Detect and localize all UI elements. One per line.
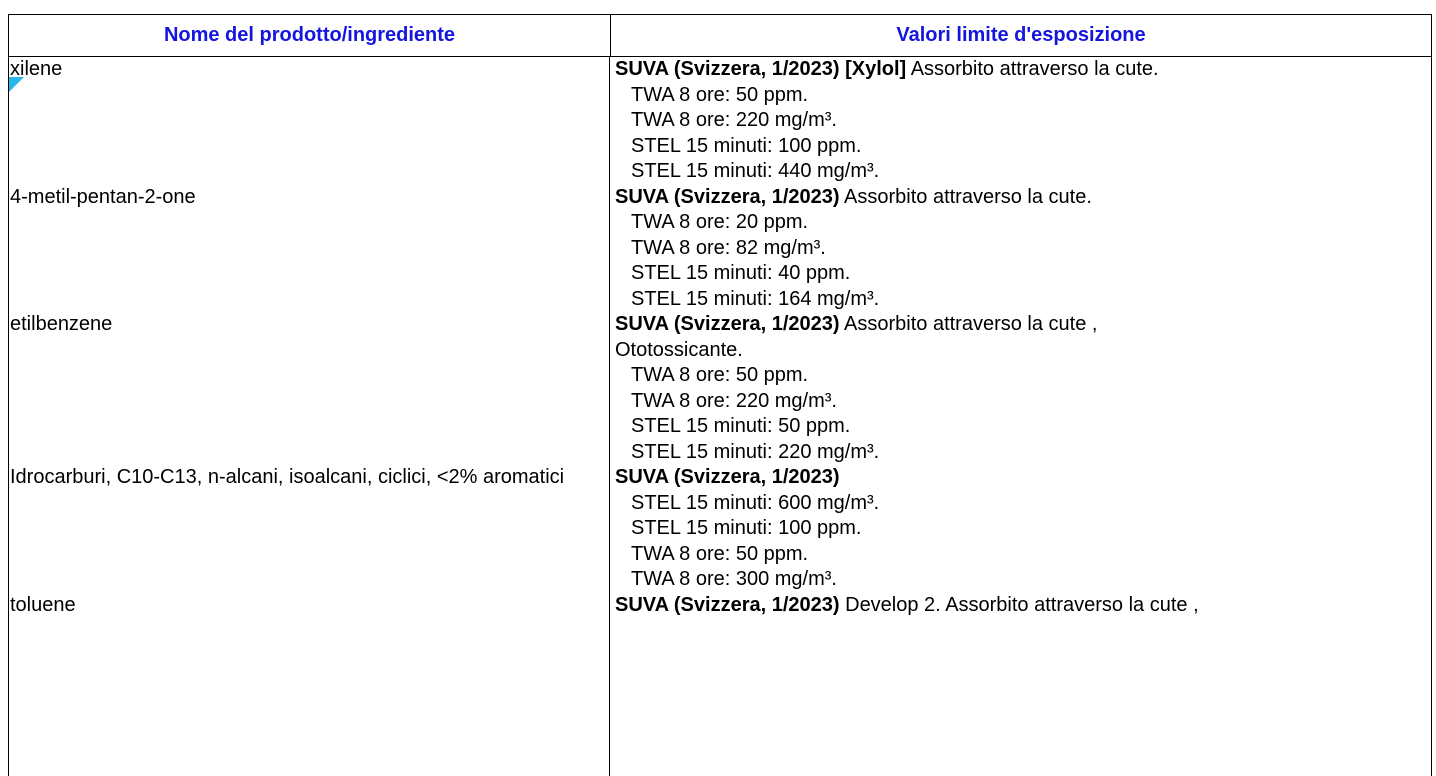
limit-value: TWA 8 ore: 50 ppm.: [631, 542, 809, 565]
limit-source: SUVA (Svizzera, 1/2023): [615, 185, 840, 208]
limit-value: STEL 15 minuti: 600 mg/m³.: [631, 491, 880, 514]
limit-source: SUVA (Svizzera, 1/2023): [615, 593, 840, 616]
limit-value: STEL 15 minuti: 164 mg/m³.: [631, 287, 880, 310]
product-name-cell: [8, 57, 609, 185]
limits-cell: [609, 185, 1432, 313]
limits-cell: [609, 312, 1432, 465]
table-row: [8, 312, 1432, 465]
limits-cell: [609, 57, 1432, 185]
product-name: 4-metil-pentan-2-one: [10, 185, 196, 208]
limit-source: SUVA (Svizzera, 1/2023): [615, 466, 840, 488]
limit-value: TWA 8 ore: 220 mg/m³.: [631, 389, 837, 412]
product-name-cell: [8, 593, 609, 619]
table-row: [8, 185, 1432, 313]
product-name-cell: [8, 185, 609, 313]
limit-value: STEL 15 minuti: 100 ppm.: [631, 517, 862, 539]
limit-note: Assorbito attraverso la cute ,: [839, 313, 1098, 335]
limit-source: SUVA (Svizzera, 1/2023) [Xylol]: [615, 58, 907, 80]
header-product-name: Nome del prodotto/ingrediente: [163, 24, 456, 46]
limits-cell: [609, 593, 1432, 619]
limit-source: SUVA (Svizzera, 1/2023): [615, 313, 840, 335]
table-rows: [8, 57, 1432, 618]
limit-value: STEL 15 minuti: 440 mg/m³.: [631, 160, 880, 182]
table-row: [8, 593, 1432, 619]
product-name: etilbenzene: [10, 313, 113, 335]
limit-note-continued: Ototossicante.: [615, 338, 743, 361]
product-name: Idrocarburi, C10-C13, n-alcani, isoalcani, ciclici, <2% aromatici: [10, 466, 565, 488]
table-row: [8, 465, 1432, 593]
product-name-cell: [8, 465, 609, 593]
limit-value: STEL 15 minuti: 220 mg/m³.: [631, 440, 880, 463]
product-name-cell: [8, 312, 609, 465]
limit-value: STEL 15 minuti: 100 ppm.: [631, 134, 862, 157]
limit-value: TWA 8 ore: 50 ppm.: [631, 83, 809, 106]
table-row: [8, 57, 1432, 185]
limit-value: TWA 8 ore: 20 ppm.: [631, 211, 809, 233]
limits-cell: [609, 465, 1432, 593]
limit-value: TWA 8 ore: 82 mg/m³.: [631, 236, 826, 259]
limit-value: STEL 15 minuti: 40 ppm.: [631, 262, 851, 284]
product-name: xilene: [10, 58, 63, 80]
product-name: toluene: [10, 593, 76, 616]
table-header: [8, 14, 1432, 57]
limit-value: TWA 8 ore: 50 ppm.: [631, 364, 809, 386]
limit-value: STEL 15 minuti: 50 ppm.: [631, 415, 851, 437]
limit-note: Develop 2. Assorbito attraverso la cute ,: [839, 593, 1199, 616]
limit-note: Assorbito attraverso la cute.: [839, 185, 1092, 208]
limit-note: Assorbito attraverso la cute.: [906, 58, 1159, 80]
limit-value: TWA 8 ore: 220 mg/m³.: [631, 109, 837, 131]
limit-value: TWA 8 ore: 300 mg/m³.: [631, 568, 837, 590]
header-exposure-limits: Valori limite d'esposizione: [896, 24, 1146, 46]
